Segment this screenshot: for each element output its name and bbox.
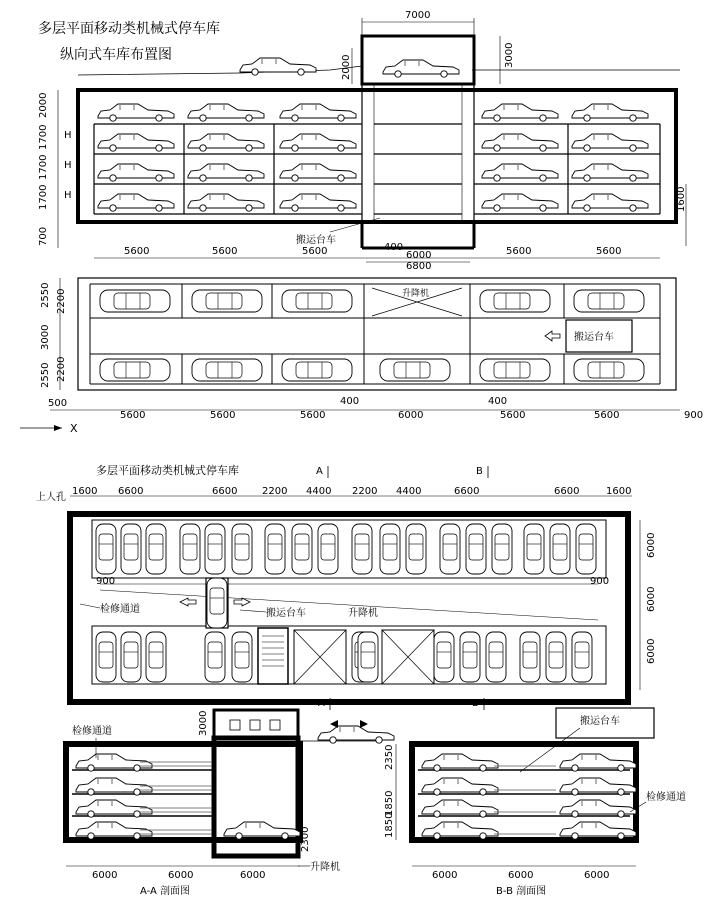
title-section-aa: A-A 剖面图 xyxy=(140,886,191,897)
dim-6600-t1: 6600 xyxy=(118,486,144,497)
label-lift-aa: 升降机 xyxy=(310,862,340,873)
dim-5600-e5: 5600 xyxy=(596,246,622,257)
dim-900-p: 900 xyxy=(684,410,704,421)
dim-1850-bb2: 1850 xyxy=(384,812,395,838)
dim-6000-r2: 6000 xyxy=(646,586,657,612)
label-shuttle-plan2: 搬运台车 xyxy=(266,608,306,619)
dim-2200-t1: 2200 xyxy=(262,486,288,497)
dim-1700-a: 1700 xyxy=(38,124,49,150)
dim-700: 700 xyxy=(38,226,49,246)
dim-2200-t2: 2200 xyxy=(352,486,378,497)
dim-7000: 7000 xyxy=(405,10,431,21)
title-section-bb: B-B 剖面图 xyxy=(496,886,547,897)
dim-2350-bb: 2350 xyxy=(384,744,395,770)
label-lift-plan1: 升降机 xyxy=(402,289,430,299)
dim-5600-p4: 5600 xyxy=(500,410,526,421)
dim-6600-t3: 6600 xyxy=(454,486,480,497)
dim-6000-aa2: 6000 xyxy=(168,870,194,881)
dim-6800-e: 6800 xyxy=(406,261,432,272)
dim-6600-t4: 6600 xyxy=(554,486,580,497)
section-bb xyxy=(384,708,686,897)
dim-400-p2: 400 xyxy=(488,396,508,407)
dim-6000-bb3: 6000 xyxy=(584,870,610,881)
dim-4400-t2: 4400 xyxy=(396,486,422,497)
section-mark-b-bottom: B xyxy=(472,698,479,709)
dim-400-e: 400 xyxy=(384,242,404,253)
label-shuttle-plan1: 搬运台车 xyxy=(574,332,614,343)
dim-4400-t1: 4400 xyxy=(306,486,332,497)
dim-5600-e4: 5600 xyxy=(506,246,532,257)
label-shuttle-elev: 搬运台车 xyxy=(296,235,336,246)
dim-1600: 1600 xyxy=(676,186,687,212)
dim-6600-t2: 6600 xyxy=(212,486,238,497)
dim-2300-aa: 2300 xyxy=(300,826,311,852)
axis-x-label: X xyxy=(70,422,78,435)
label-lift-plan2: 升降机 xyxy=(348,608,378,619)
dim-1700-c: 1700 xyxy=(38,184,49,210)
label-maint-bb: 检修通道 xyxy=(646,792,686,803)
label-shuttle-bb: 搬运台车 xyxy=(580,716,620,727)
dim-6000-aa3: 6000 xyxy=(240,870,266,881)
dim-3000-elev: 3000 xyxy=(504,42,515,68)
dim-5600-e3: 5600 xyxy=(302,246,328,257)
dim-5600-e1: 5600 xyxy=(124,246,150,257)
dim-900-r: 900 xyxy=(590,576,610,587)
dim-6000-r3: 6000 xyxy=(646,638,657,664)
label-maint-plan2: 检修通道 xyxy=(100,604,140,615)
dim-3000-aa: 3000 xyxy=(198,710,209,736)
section-mark-b-top: B xyxy=(476,466,483,477)
dim-400-p1: 400 xyxy=(340,396,360,407)
dim-6000-bb1: 6000 xyxy=(432,870,458,881)
dim-6000-p: 6000 xyxy=(398,410,424,421)
dim-2550-a: 2550 xyxy=(40,282,51,308)
dim-1600-t2: 1600 xyxy=(606,486,632,497)
dim-3000-plan: 3000 xyxy=(40,324,51,350)
dim-h-2: H xyxy=(64,160,72,171)
dim-5600-p3: 5600 xyxy=(300,410,326,421)
dim-2000-left: 2000 xyxy=(38,92,49,118)
dim-5600-e2: 5600 xyxy=(212,246,238,257)
dim-900-l: 900 xyxy=(96,576,116,587)
dim-6000-r1: 6000 xyxy=(646,532,657,558)
dim-h-3: H xyxy=(64,190,72,201)
dim-1600-t1: 1600 xyxy=(72,486,98,497)
elevation-cars xyxy=(98,104,648,211)
dim-5600-p5: 5600 xyxy=(594,410,620,421)
dim-5600-p1: 5600 xyxy=(120,410,146,421)
label-manhole: 上人孔 xyxy=(36,492,66,503)
main-title: 多层平面移动类机械式停车库 xyxy=(38,21,220,37)
sub-title: 纵向式车库布置图 xyxy=(60,47,172,63)
dim-h-1: H xyxy=(64,130,72,141)
dim-1700-b: 1700 xyxy=(38,154,49,180)
dim-1850-bb: 1850 xyxy=(384,790,395,816)
dim-2000-elev-top: 2000 xyxy=(341,54,352,80)
plan2-top-cars xyxy=(96,524,596,574)
dim-6000-bb2: 6000 xyxy=(508,870,534,881)
section-mark-a-bottom: A xyxy=(318,698,325,709)
dim-2200-a: 2200 xyxy=(56,288,67,314)
plan-view-1 xyxy=(20,278,703,435)
dim-6000-e: 6000 xyxy=(406,250,432,261)
section-mark-a-top: A xyxy=(316,466,323,477)
dim-2200-b: 2200 xyxy=(56,356,67,382)
section-aa xyxy=(66,710,394,897)
plan2-title: 多层平面移动类机械式停车库 xyxy=(96,464,239,477)
aa-cars xyxy=(76,754,300,839)
plan2-bottom-cars xyxy=(96,632,592,682)
bb-cars xyxy=(422,754,636,839)
plan-view-2 xyxy=(36,463,657,710)
dim-500: 500 xyxy=(48,398,68,409)
dim-2550-b: 2550 xyxy=(40,362,51,388)
dim-6000-aa1: 6000 xyxy=(92,870,118,881)
label-maint-aa: 检修通道 xyxy=(72,726,112,737)
dim-5600-p2: 5600 xyxy=(210,410,236,421)
